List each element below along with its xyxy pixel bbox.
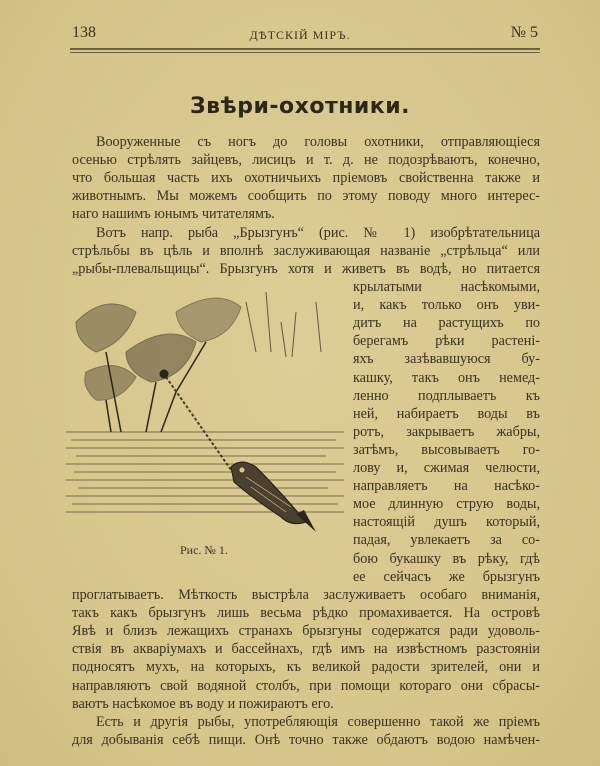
text-line: берегамъ рѣки растені- bbox=[353, 333, 540, 350]
issue-number: № 5 bbox=[510, 24, 538, 41]
text-line: направляетъ на насѣко- bbox=[353, 478, 540, 495]
text-line: мое длинную струю воды, bbox=[353, 496, 540, 513]
text-line: дитъ на растущихъ по bbox=[353, 315, 540, 332]
text-line: и, какъ только онъ уви- bbox=[353, 297, 540, 314]
text-line: животнымъ. Мы можемъ сообщить по этому поводу много интерес- bbox=[72, 188, 540, 205]
text-line: ней, набираетъ воды въ bbox=[353, 405, 540, 422]
journal-title: ДѢТСКІЙ МІРЪ. bbox=[249, 28, 351, 42]
text-line: крылатыми насѣкомыми, bbox=[353, 279, 540, 295]
text-line: для добыванія себѣ пищи. Онѣ точно также обдаютъ водою намѣчен- bbox=[72, 731, 540, 748]
text-line: кашку, такъ онъ немед- bbox=[353, 369, 540, 386]
text-line: Вотъ напр. рыба „Брызгунъ“ (рис. № 1) изобрѣтательница bbox=[96, 224, 540, 241]
text-line: ленно подплываетъ къ bbox=[353, 387, 540, 404]
text-line: падая, увлекаетъ за со- bbox=[353, 532, 540, 549]
text-line: ваютъ насѣкомое въ воду и пожираютъ его. bbox=[72, 695, 334, 712]
article-title: Звѣри-охотники. bbox=[189, 94, 411, 119]
header-rule-thin bbox=[70, 52, 540, 53]
text-line: ствія въ акваріумахъ и бассейнахъ, гдѣ имъ на извѣстномъ разстояніи bbox=[72, 641, 540, 658]
figure-caption: Рис. № 1. bbox=[180, 543, 228, 557]
text-line: такъ какъ брызгунъ лишь весьма рѣдко промахивается. На островѣ bbox=[72, 605, 540, 622]
text-line: яхъ зазѣвавшуюся бу- bbox=[353, 351, 540, 368]
text-line: осенью стрѣлять зайцевъ, лисицъ и т. д. не подозрѣваютъ, конечно, bbox=[72, 152, 540, 169]
text-line: ее сейчасъ же брызгунъ bbox=[353, 568, 540, 585]
page-number: 138 bbox=[72, 24, 96, 41]
text-line: направляютъ свой водяной столбъ, при помощи котораго они сбрасы- bbox=[72, 677, 540, 694]
figure-archer-fish-illustration bbox=[66, 282, 344, 532]
text-line: затѣмъ, высовываетъ го- bbox=[353, 441, 540, 458]
text-line: стрѣльбы въ цѣль и вполнѣ заслуживающая названіе „стрѣльца“ или bbox=[72, 242, 540, 259]
text-line: Вооруженные съ ногъ до головы охотники, отправляющіеся bbox=[96, 134, 540, 150]
text-line: наго нашимъ юнымъ читателямъ. bbox=[72, 206, 275, 223]
text-line: „рыбы-плевальщицы“. Брызгунъ хотя и живетъ въ водѣ, но питается bbox=[72, 260, 540, 277]
text-line: подносятъ мухъ, на которыхъ, къ великой радости зрителей, они и bbox=[72, 659, 540, 676]
fish-figure bbox=[231, 462, 316, 532]
text-line: настоящій душъ который, bbox=[353, 514, 540, 531]
header-rule bbox=[70, 48, 540, 50]
text-line: что большая часть ихъ охотничьихъ пріемовъ свойственна также и bbox=[72, 170, 540, 187]
text-line: Есть и другія рыбы, употребляющія совершенно такой же пріемъ bbox=[96, 713, 540, 730]
text-line: Явѣ и близъ лежащихъ странахъ брызгуны содержатся ради удоволь- bbox=[72, 623, 540, 640]
text-line: лову и, сжимая челюсти, bbox=[353, 460, 540, 476]
text-line: ротъ, закрываетъ жабры, bbox=[353, 423, 540, 440]
text-line: бою букашку въ рѣку, гдѣ bbox=[353, 550, 540, 567]
text-line: проглатываетъ. Мѣткость выстрѣла заслуживаетъ особаго вниманія, bbox=[72, 587, 540, 603]
